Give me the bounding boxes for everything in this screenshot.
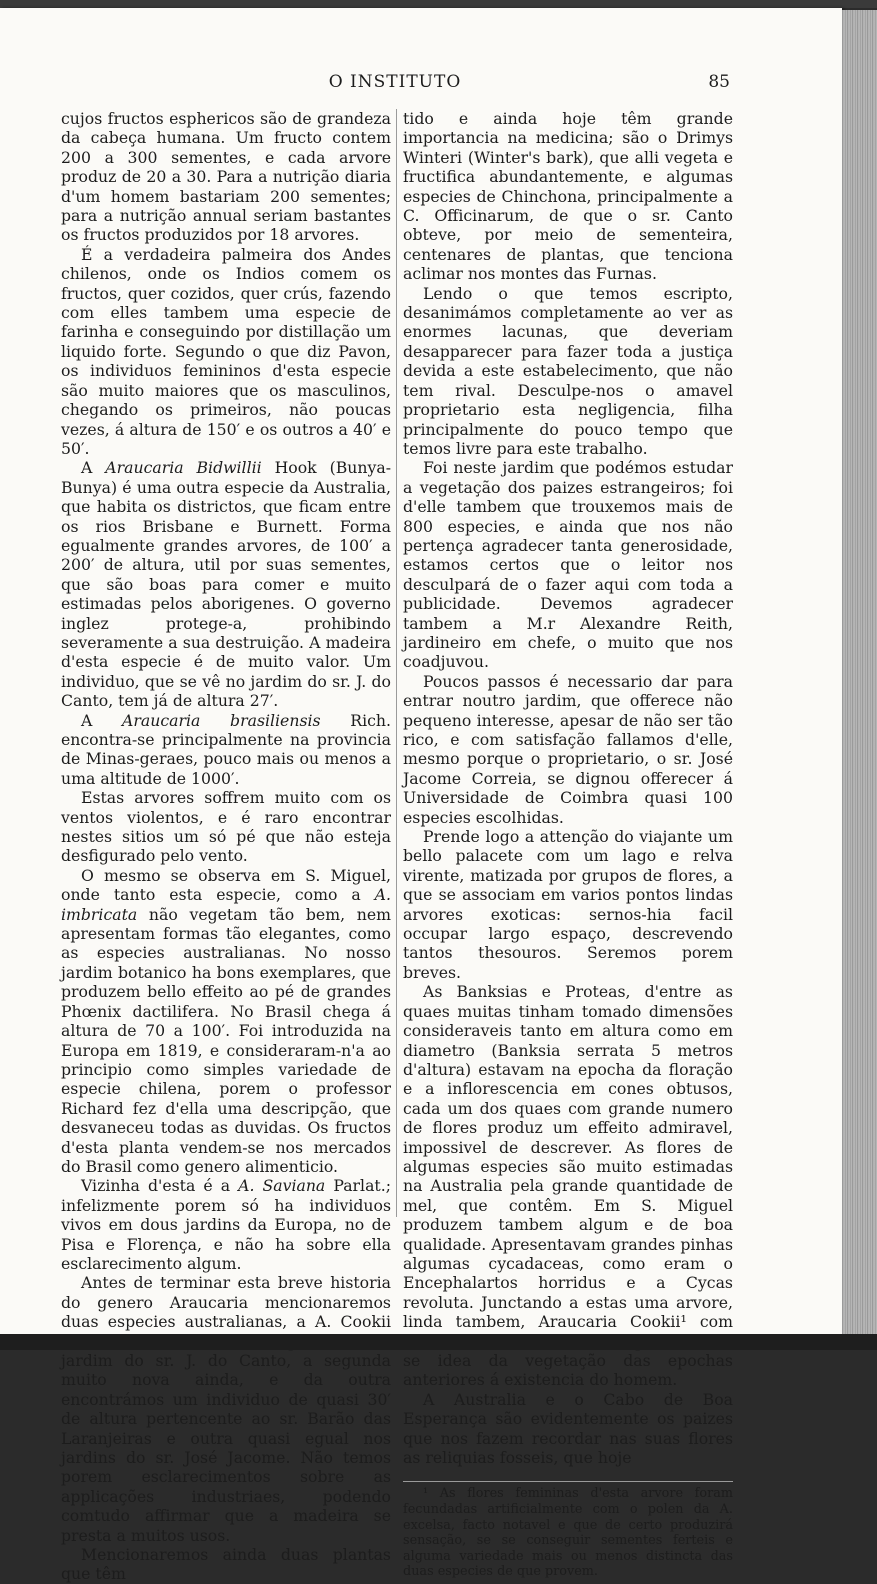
paragraph: A Araucaria Bidwillii Hook (Bunya-Bunya) é uma outra especie da Australia, que habita os districtos, que ficam entre os rios Brisbane e Burnett. Forma egualmente grandes arvores, de 100′ a 200′ de altura, util por suas sementes, que são boas para comer e muito estimadas pelos aborigenes. O governo inglez protege-a, prohibindo severamente a sua destruição. A madeira d'esta especie é de muito valor. Um individuo, que se vê no jardim do sr. J. do Canto, tem já de altura 27′. (61, 458, 391, 711)
binding-bottom-edge (0, 1334, 877, 1350)
footnote: ¹ As flores femininas d'esta arvore foram fecundadas artificialmente com o polen da A. excelsa, facto notavel e que de certo produzirá sensação, se se conseguir sementes ferteis e alguma variedade mais ou menos distincta das duas especies de que provem. (403, 1486, 733, 1580)
paragraph: As Banksias e Proteas, d'entre as quaes muitas tinham tomado dimensões consideraveis tanto em altura como em diametro (Banksia serrata 5 metros d'altura) estavam na epocha da floração e a inflorescencia em cones obtusos, cada um dos quaes com grande numero de flores produz um effeito admiravel, impossivel de descrever. As flores de algumas especies são muito estimadas na Australia pela grande quantidade de mel, que contêm. Em S. Miguel produzem tambem algum e de boa qualidade. Apresentavam grandes pinhas algumas cycadaceas, como eram o Encephalartos horridus e a Cycas revoluta. Junctando a estas uma arvore, linda tambem, Araucaria Cookii¹ com se idea da vegetação das epochas anteriores á existencia do homem. (403, 982, 733, 1390)
paragraph: Foi neste jardim que podémos estudar a vegetação dos paizes estrangeiros; foi d'elle tambem que trouxemos mais de 800 especies, e ainda que nos não pertença agradecer tanta generosidade, estamos certos que o leitor nos desculpará de o fazer aqui com toda a publicidade. Devemos agradecer tambem a M.r Alexandre Reith, jardineiro em chefe, o muito que nos coadjuvou. (403, 458, 733, 672)
page-stack-edge (842, 10, 877, 1340)
page-header (60, 72, 730, 100)
right-column (403, 109, 733, 1580)
paragraph: Mencionaremos ainda duas plantas que têm (61, 1545, 391, 1584)
running-title: O INSTITUTO (328, 72, 462, 92)
paragraph: O mesmo se observa em S. Miguel, onde tanto esta especie, como a A. imbricata não vegetam tão bem, nem apresentam formas tão elegantes, como as especies australianas. No nosso jardim botanico ha bons exemplares, que produzem bello effeito ao pé de grandes Phœnix dactilifera. No Brasil chega á altura de 70 a 100′. Foi introduzida na Europa em 1819, e consideraram-n'a ao principio como simples variedade de especie chilena, porem o professor Richard fez d'ella uma descripção, que desvaneceu todas as duvidas. Os fructos d'esta planta vendem-se nos mercados do Brasil como genero alimenticio. (61, 865, 391, 1176)
column-divider (396, 109, 397, 1217)
paragraph: Vizinha d'esta é a A. Saviana Parlat.; infelizmente porem só ha individuos vivos em dous jardins da Europa, no de Pisa e Florença, e não ha sobre ella esclarecimento algum. (61, 1176, 392, 1273)
paragraph: É a verdadeira palmeira dos Andes chilenos, onde os Indios comem os fructos, quer cozidos, quer crús, fazendo com elles tambem uma especie de farinha e conseguindo por distillação um liquido forte. Segundo o que diz Pavon, os individuos femininos d'esta especie são muito maiores que os masculinos, chegando os primeiros, não poucas vezes, á altura de 150′ e os outros a 40′ e 50′. (61, 244, 391, 458)
paragraph: Estas arvores soffrem muito com os ventos violentos, e é raro encontrar nestes sitios um só pé que não esteja desfigurado pelo vento. (61, 788, 391, 866)
left-column (61, 109, 391, 1584)
species-name: Araucaria Bidwillii (105, 458, 262, 478)
species-name: A. Saviana (238, 1176, 326, 1196)
page-number: 85 (708, 72, 730, 92)
paragraph: cujos fructos esphericos são de grandeza da cabeça humana. Um fructo contem 200 a 300 sementes, e cada arvore produz de 20 a 30. Para a nutrição diaria d'um homem bastariam 200 sementes; para a nutrição annual seriam bastantes os fructos produzidos por 18 arvores. (61, 109, 391, 245)
paragraph: Antes de terminar esta breve historia do genero Araucaria mencionaremos duas especies australianas, a A. Cookii jardim do sr. J. do Canto, a segunda muito nova ainda, e da outra encontrámos um individuo de quasi 30′ de altura pertencente ao sr. Barão das Laranjeiras e outra quasi egual nos jardins do sr. José Jacome. Não temos porem esclarecimentos sobre as applicações industriaes, podendo comtudo affirmar que a madeira se presta a muitos usos. (61, 1273, 391, 1545)
species-name: A. imbricata (61, 885, 391, 924)
binding-top-edge (0, 0, 877, 8)
paragraph: Prende logo a attenção do viajante um bello palacete com um lago e relva virente, matizada por grupos de flores, a que se associam em varios pontos lindas arvores exoticas: sernos-hia facil occupar largo espaço, descrevendo tantos thesouros. Seremos porem breves. (403, 827, 733, 982)
species-name: Araucaria brasiliensis (122, 710, 321, 730)
book-page (0, 8, 842, 1584)
paragraph: A Australia e o Cabo de Boa Esperança são evidentemente os paizes que nos fazem recordar nas suas flores as reliquias fosseis, que hoje (403, 1389, 733, 1468)
paragraph: Lendo o que temos escripto, desanimámos completamente ao ver as enormes lacunas, que deveriam desapparecer para fazer toda a justiça devida a este estabelecimento, que não tem rival. Desculpe-nos o amavel proprietario esta negligencia, filha principalmente do pouco tempo que temos livre para este trabalho. (403, 283, 733, 458)
paragraph: A Araucaria brasiliensis Rich. encontra-se principalmente na provincia de Minas-geraes, pouco mais ou menos a uma altitude de 1000′. (61, 710, 391, 788)
paragraph: tido e ainda hoje têm grande importancia na medicina; são o Drimys Winteri (Winter's bark), que alli vegeta e fructifica abundantemente, e algumas especies de Chinchona, principalmente a C. Officinarum, de que o sr. Canto obteve, por meio de sementeira, centenares de plantas, que tenciona aclimar nos montes das Furnas. (403, 109, 733, 284)
paragraph: Poucos passos é necessario dar para entrar noutro jardim, que offerece não pequeno interesse, apesar de não ser tão rico, e com satisfação fallamos d'elle, mesmo porque o proprietario, o sr. José Jacome Correia, se dignou offerecer á Universidade de Coimbra quasi 100 especies escolhidas. (403, 671, 733, 827)
footnote-divider (403, 1481, 733, 1482)
